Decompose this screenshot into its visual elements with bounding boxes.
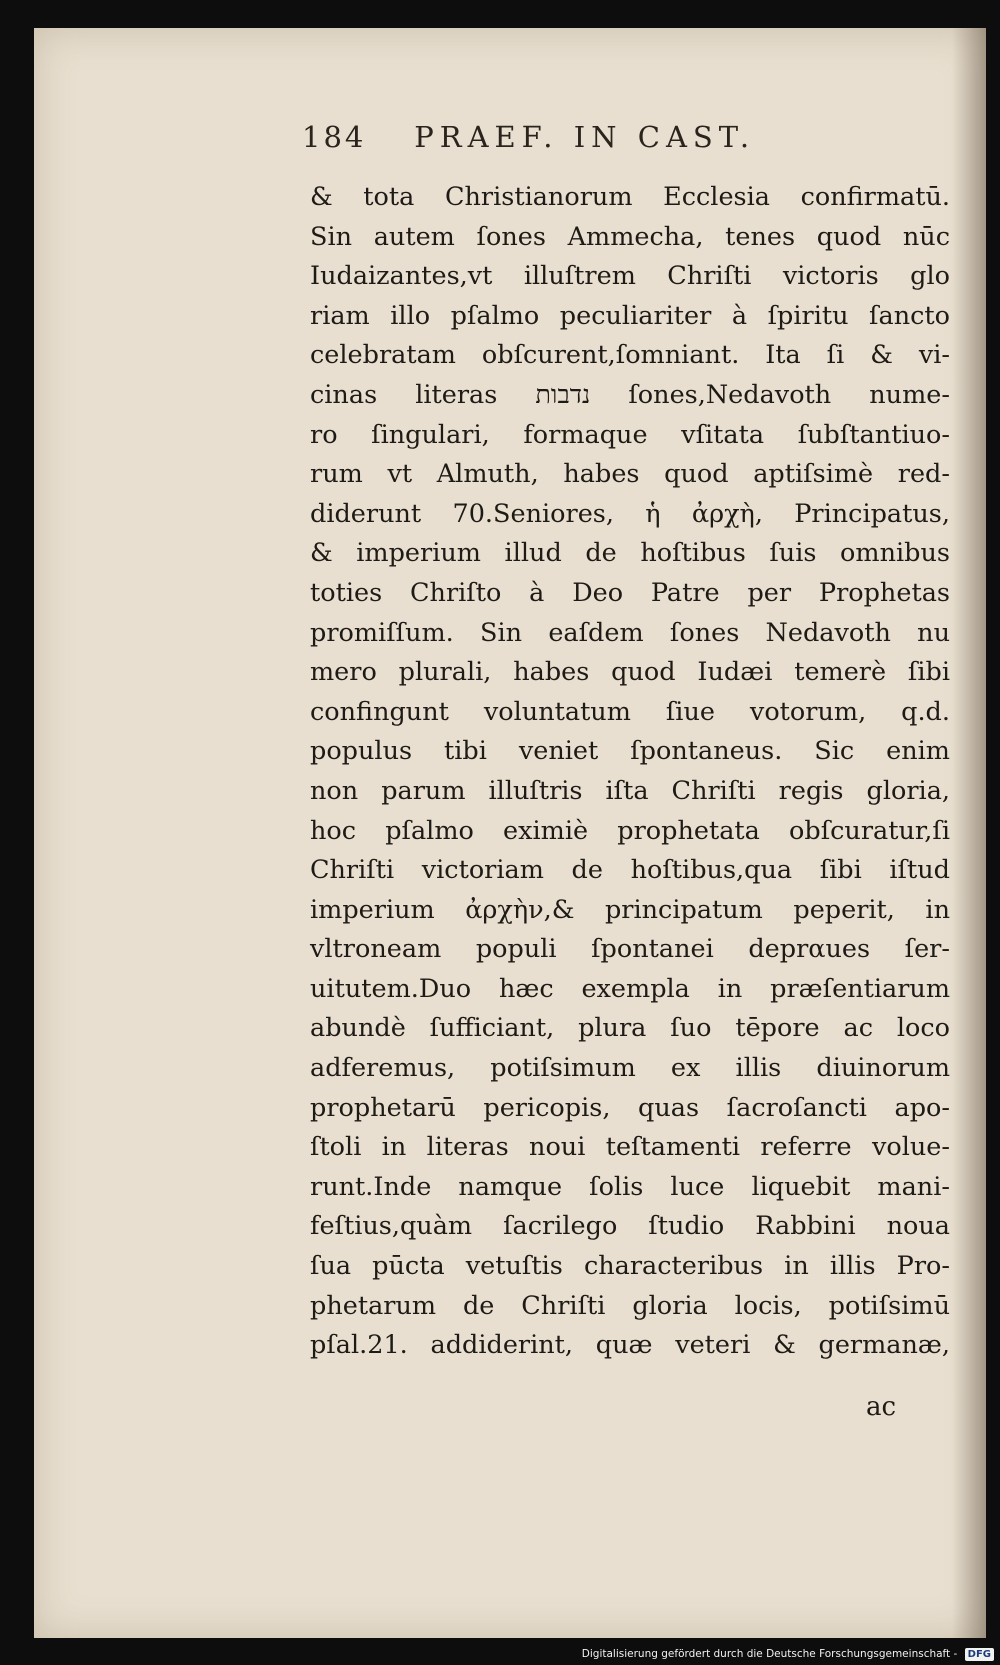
text-line: rum vt Almuth, habes quod aptiſsimè red- <box>310 459 950 490</box>
page-header <box>302 120 822 154</box>
body-text <box>310 178 950 1366</box>
text-line: Chriſti victoriam de hoſtibus,qua ſibi iſtud <box>310 855 950 886</box>
text-line: ſua pūcta vetuſtis characteribus in illis Pro- <box>310 1251 950 1282</box>
page-number: 184 <box>302 120 367 154</box>
text-line: mero plurali, habes quod Iudæi temerè ſibi <box>310 657 950 688</box>
text-line: vltroneam populi ſpontanei deprαues ſer- <box>310 934 950 965</box>
book-page <box>34 28 986 1638</box>
text-line: diderunt 70.Seniores, ἡ ἀρχὴ, Principatus, <box>310 498 950 529</box>
text-line: & tota Christianorum Ecclesia confirmatū. <box>310 182 950 212</box>
text-line: imperium ἀρχὴν,& principatum peperit, in <box>310 894 950 925</box>
text-line: hoc pſalmo eximiè prophetata obſcuratur,ſi <box>310 815 950 846</box>
text-line: ſtoli in literas noui teſtamenti referre volue- <box>310 1132 950 1163</box>
text-line: cinas literas נדבות ſones,Nedavoth nume- <box>310 379 950 410</box>
text-line: & imperium illud de hoſtibus ſuis omnibus <box>310 538 950 569</box>
catchword: ac <box>865 1392 896 1422</box>
text-line: Iudaizantes,vt illuſtrem Chriſti victoris glo <box>310 261 950 292</box>
text-line: ro ſingulari, formaque vſitata ſubſtantiuo- <box>310 419 950 450</box>
text-line: celebratam obſcurent,ſomniant. Ita ſi & vi- <box>310 340 950 371</box>
text-line: toties Chriſto à Deo Patre per Prophetas <box>310 577 950 608</box>
text-line: pſal.21. addiderint, quæ veteri & germanæ, <box>310 1330 950 1361</box>
running-head: PRAEF. IN CAST. <box>414 120 756 154</box>
text-line: populus tibi veniet ſpontaneus. Sic enim <box>310 736 950 767</box>
credit-text: Digitalisierung gefördert durch die Deutsche Forschungsgemeinschaft - <box>581 1648 958 1660</box>
text-line: uitutem.Duo hæc exempla in præſentiarum <box>310 973 950 1004</box>
text-line: prophetarū pericopis, quas ſacroſancti apo- <box>310 1092 950 1123</box>
text-line: non parum illuſtris iſta Chriſti regis gloria, <box>310 775 950 806</box>
text-line: phetarum de Chriſti gloria locis, potiſsimū <box>310 1290 950 1321</box>
text-line: confingunt voluntatum ſiue votorum, q.d. <box>310 696 950 727</box>
text-line: riam illo pſalmo peculiariter à ſpiritu ſancto <box>310 300 950 331</box>
text-line: abundè ſufficiant, plura ſuo tēpore ac loco <box>310 1013 950 1044</box>
text-line: promiſſum. Sin eaſdem ſones Nedavoth nu <box>310 617 950 648</box>
text-line: adferemus, potiſsimum ex illis diuinorum <box>310 1053 950 1084</box>
text-line: Sin autem ſones Ammecha, tenes quod nūc <box>310 221 950 252</box>
digitization-credit <box>582 1648 994 1661</box>
text-line: runt.Inde namque ſolis luce liquebit mani- <box>310 1171 950 1202</box>
dfg-logo: DFG <box>965 1648 994 1661</box>
text-line: feſtius,quàm ſacrilego ſtudio Rabbini noua <box>310 1211 950 1242</box>
